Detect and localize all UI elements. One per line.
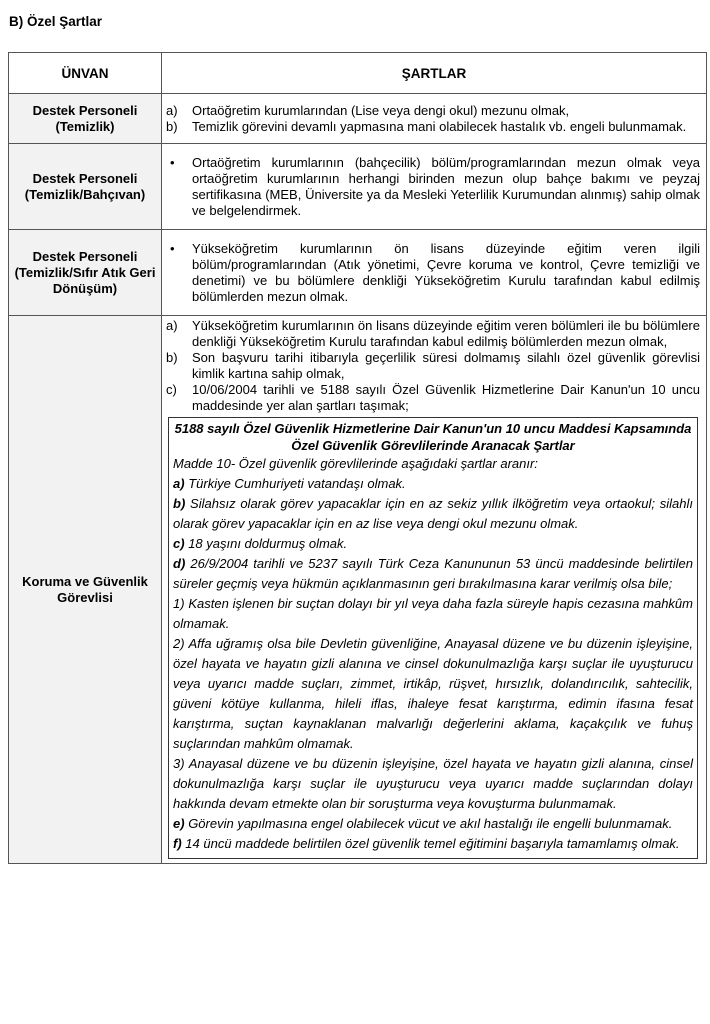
box-title: 5188 sayılı Özel Güvenlik Hizmetlerine Dair Kanun'un 10 uncu Maddesi Kapsamında Özel Güvenlik Görevlilerinde Aranacak Şartlar xyxy=(174,421,692,453)
table-row xyxy=(9,230,707,316)
table-row xyxy=(9,144,707,230)
list-marker: a) xyxy=(166,102,178,118)
list-item xyxy=(166,350,700,382)
box-item-d3: 3) Anayasal düzene ve bu düzenin işleyişine, özel hayata ve hayatın gizli alanına, cinsel dokunulmazlığa karşı suçlar ile uyuşturucu veya uyarıcı madde suçlarından dolayı hakkında devam etmekte olan bir soruşturma veya kovuşturma bulunmamak. xyxy=(173,756,693,811)
requirements-table xyxy=(8,52,707,864)
box-marker: a) xyxy=(173,476,185,491)
table-header-row xyxy=(9,53,707,94)
list-text: Yükseköğretim kurumlarının ön lisans düzeyinde eğitim veren bölümleri ile bu bölümlere denkliği Yükseköğretim Kurulu tarafından kabul edilmiş bölümlerden mezun olmak, xyxy=(192,318,700,349)
row-title: Destek Personeli (Temizlik) xyxy=(9,94,162,144)
law-article-box xyxy=(168,417,698,859)
row-conditions xyxy=(162,230,707,316)
box-item-d1: 1) Kasten işlenen bir suçtan dolayı bir yıl veya daha fazla süreyle hapis cezasına mahkûm olmamak. xyxy=(173,596,693,631)
row-conditions xyxy=(162,144,707,230)
box-text: 14 üncü maddede belirtilen özel güvenlik temel eğitimini başarıyla tamamlamış olmak. xyxy=(185,836,680,851)
box-marker: c) xyxy=(173,536,185,551)
list-item xyxy=(166,103,700,119)
box-text: 26/9/2004 tarihli ve 5237 sayılı Türk Ceza Kanununun 53 üncü maddesinde belirtilen süreler geçmiş veya hükmün açıklanmasının geri bırakılmasına karar verilmiş olsa bile; xyxy=(173,556,693,591)
box-intro: Madde 10- Özel güvenlik görevlilerinde aşağıdaki şartlar aranır: xyxy=(173,456,538,471)
list-item xyxy=(166,318,700,350)
list-item xyxy=(166,155,700,219)
list-text: 10/06/2004 tarihli ve 5188 sayılı Özel Güvenlik Hizmetlerine Dair Kanun'un 10 uncu maddesinde yer alan şartları taşımak; xyxy=(192,382,700,413)
header-title: ÜNVAN xyxy=(9,53,162,94)
box-text: Silahsız olarak görev yapacaklar için en az sekiz yıllık ilköğretim veya ortaokul; silahlı olarak görev yapacaklar için en az lise veya dengi okul mezunu olmak. xyxy=(173,496,693,531)
list-item xyxy=(166,119,700,135)
box-marker: d) xyxy=(173,556,186,571)
box-item-d2: 2) Affa uğramış olsa bile Devletin güvenliğine, Anayasal düzene ve bu düzenin işleyişine, özel hayata ve hayatın gizli alanına ve cinsel dokunulmazlığa karşı suçlar ile uyuşturucu veya uyarıcı madde suçları, zimmet, irtikâp, rüşvet, hırsızlık, dolandırıcılık, sahtecilik, güveni kötüye kullanma, hileli iflas, ihaleye fesat karıştırma, edimin ifasına fesat karıştırma, suçtan kaynaklanan malvarlığı değerlerini aklama, kaçakçılık ve fuhuş suçlarından mahkûm olmamak. xyxy=(173,636,693,751)
box-marker: f) xyxy=(173,836,182,851)
box-text: Türkiye Cumhuriyeti vatandaşı olmak. xyxy=(188,476,406,491)
row-conditions xyxy=(162,316,707,864)
list-text: Ortaöğretim kurumlarının (bahçecilik) bölüm/programlarından mezun olmak veya ortaöğretim kurumlarının herhangi birinden mezun olup bahçe bakımı ve peyzaj sertifikasına (MEB, Üniversite ya da Mesleki Yeterlilik Kurumundan alınmış) sahip olmak ve belgelendirmek. xyxy=(192,154,700,218)
list-item xyxy=(166,382,700,414)
list-marker: b) xyxy=(166,118,178,134)
box-item-c xyxy=(173,534,693,554)
row-conditions xyxy=(162,94,707,144)
box-marker: b) xyxy=(173,496,186,511)
box-text: 18 yaşını doldurmuş olmak. xyxy=(188,536,348,551)
box-item-b xyxy=(173,494,693,534)
table-row xyxy=(9,316,707,864)
row-title: Destek Personeli (Temizlik/Sıfır Atık Geri Dönüşüm) xyxy=(9,230,162,316)
box-text: Görevin yapılmasına engel olabilecek vücut ve akıl hastalığı ile engelli bulunmamak. xyxy=(188,816,673,831)
box-marker: e) xyxy=(173,816,185,831)
list-marker: c) xyxy=(166,382,177,397)
row-title: Destek Personeli (Temizlik/Bahçıvan) xyxy=(9,144,162,230)
bullet-marker: • xyxy=(170,154,175,170)
list-marker: a) xyxy=(166,318,178,333)
list-item xyxy=(166,241,700,305)
box-item-a xyxy=(173,474,693,494)
list-text: Temizlik görevini devamlı yapmasına mani olabilecek hastalık vb. engeli bulunmamak. xyxy=(192,118,687,134)
list-text: Son başvuru tarihi itibarıyla geçerlilik süresi dolmamış silahlı özel güvenlik görevlisi kimlik kartına sahip olmak, xyxy=(192,350,700,381)
list-text: Ortaöğretim kurumlarından (Lise veya dengi okul) mezunu olmak, xyxy=(192,102,570,118)
table-row xyxy=(9,94,707,144)
box-item-f xyxy=(173,834,693,854)
header-conditions: ŞARTLAR xyxy=(162,53,707,94)
list-marker: b) xyxy=(166,350,178,365)
bullet-marker: • xyxy=(170,240,175,256)
list-text: Yükseköğretim kurumlarının ön lisans düzeyinde eğitim veren ilgili bölüm/programlarından (Atık yönetimi, Çevre koruma ve kontrol, Çevre temizliği ve denetimi) ve bu bölümlere denkliği Yükseköğretim Kurulu tarafından kabul edilmiş bölümlerden mezun olmak. xyxy=(192,240,700,304)
row-title: Koruma ve Güvenlik Görevlisi xyxy=(9,316,162,864)
section-title: B) Özel Şartlar xyxy=(9,14,103,29)
box-item-d xyxy=(173,554,693,594)
box-item-e xyxy=(173,814,693,834)
